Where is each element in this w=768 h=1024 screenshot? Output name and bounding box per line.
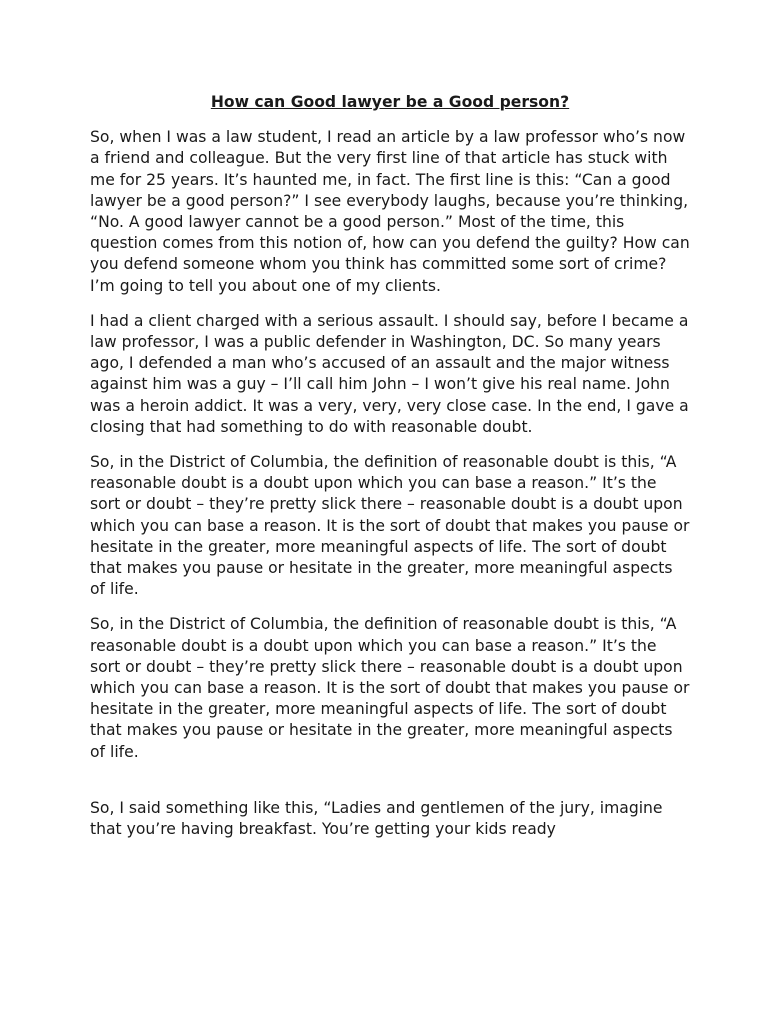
paragraph-3: So, in the District of Columbia, the definition of reasonable doubt is this, “A reasonable doubt is a doubt upon which you can base a reason.” It’s the sort or doubt – they’re pretty slick there – reasonable doubt is a doubt upon which you can base a reason. It is the sort of doubt that makes you pause or hesitate in the greater, more meaningful aspects of life. The sort of doubt that makes you pause or hesitate in the greater, more meaningful aspects of life. (90, 453, 690, 599)
paragraph-1: So, when I was a law student, I read an article by a law professor who’s now a friend and colleague. But the very first line of that article has stuck with me for 25 years. It’s haunted me, in fact. The first line is this: “Can a good lawyer be a good person?” I see everybody laughs, because you’re thinking, “No. A good lawyer cannot be a good person.” Most of the time, this question comes from this notion of, how can you defend the guilty? How can you defend someone whom you think has committed some sort of crime? I’m going to tell you about one of my clients. (90, 128, 690, 295)
paragraph-4: So, in the District of Columbia, the definition of reasonable doubt is this, “A reasonable doubt is a doubt upon which you can base a reason.” It’s the sort or doubt – they’re pretty slick there – reasonable doubt is a doubt upon which you can base a reason. It is the sort of doubt that makes you pause or hesitate in the greater, more meaningful aspects of life. The sort of doubt that makes you pause or hesitate in the greater, more meaningful aspects of life. (90, 615, 690, 761)
document-title: How can Good lawyer be a Good person? (210, 93, 570, 111)
paragraph-2: I had a client charged with a serious assault. I should say, before I became a law professor, I was a public defender in Washington, DC. So many years ago, I defended a man who’s accused of an assault and the major witness against him was a guy – I’ll call him John – I won’t give his real name. John was a heroin addict. It was a very, very, very close case. In the end, I gave a closing that had something to do with reasonable doubt. (90, 311, 689, 436)
document-body (90, 92, 690, 854)
paragraph-5: So, I said something like this, “Ladies and gentlemen of the jury, imagine that you’re having breakfast. You’re getting your kids ready (90, 798, 663, 839)
